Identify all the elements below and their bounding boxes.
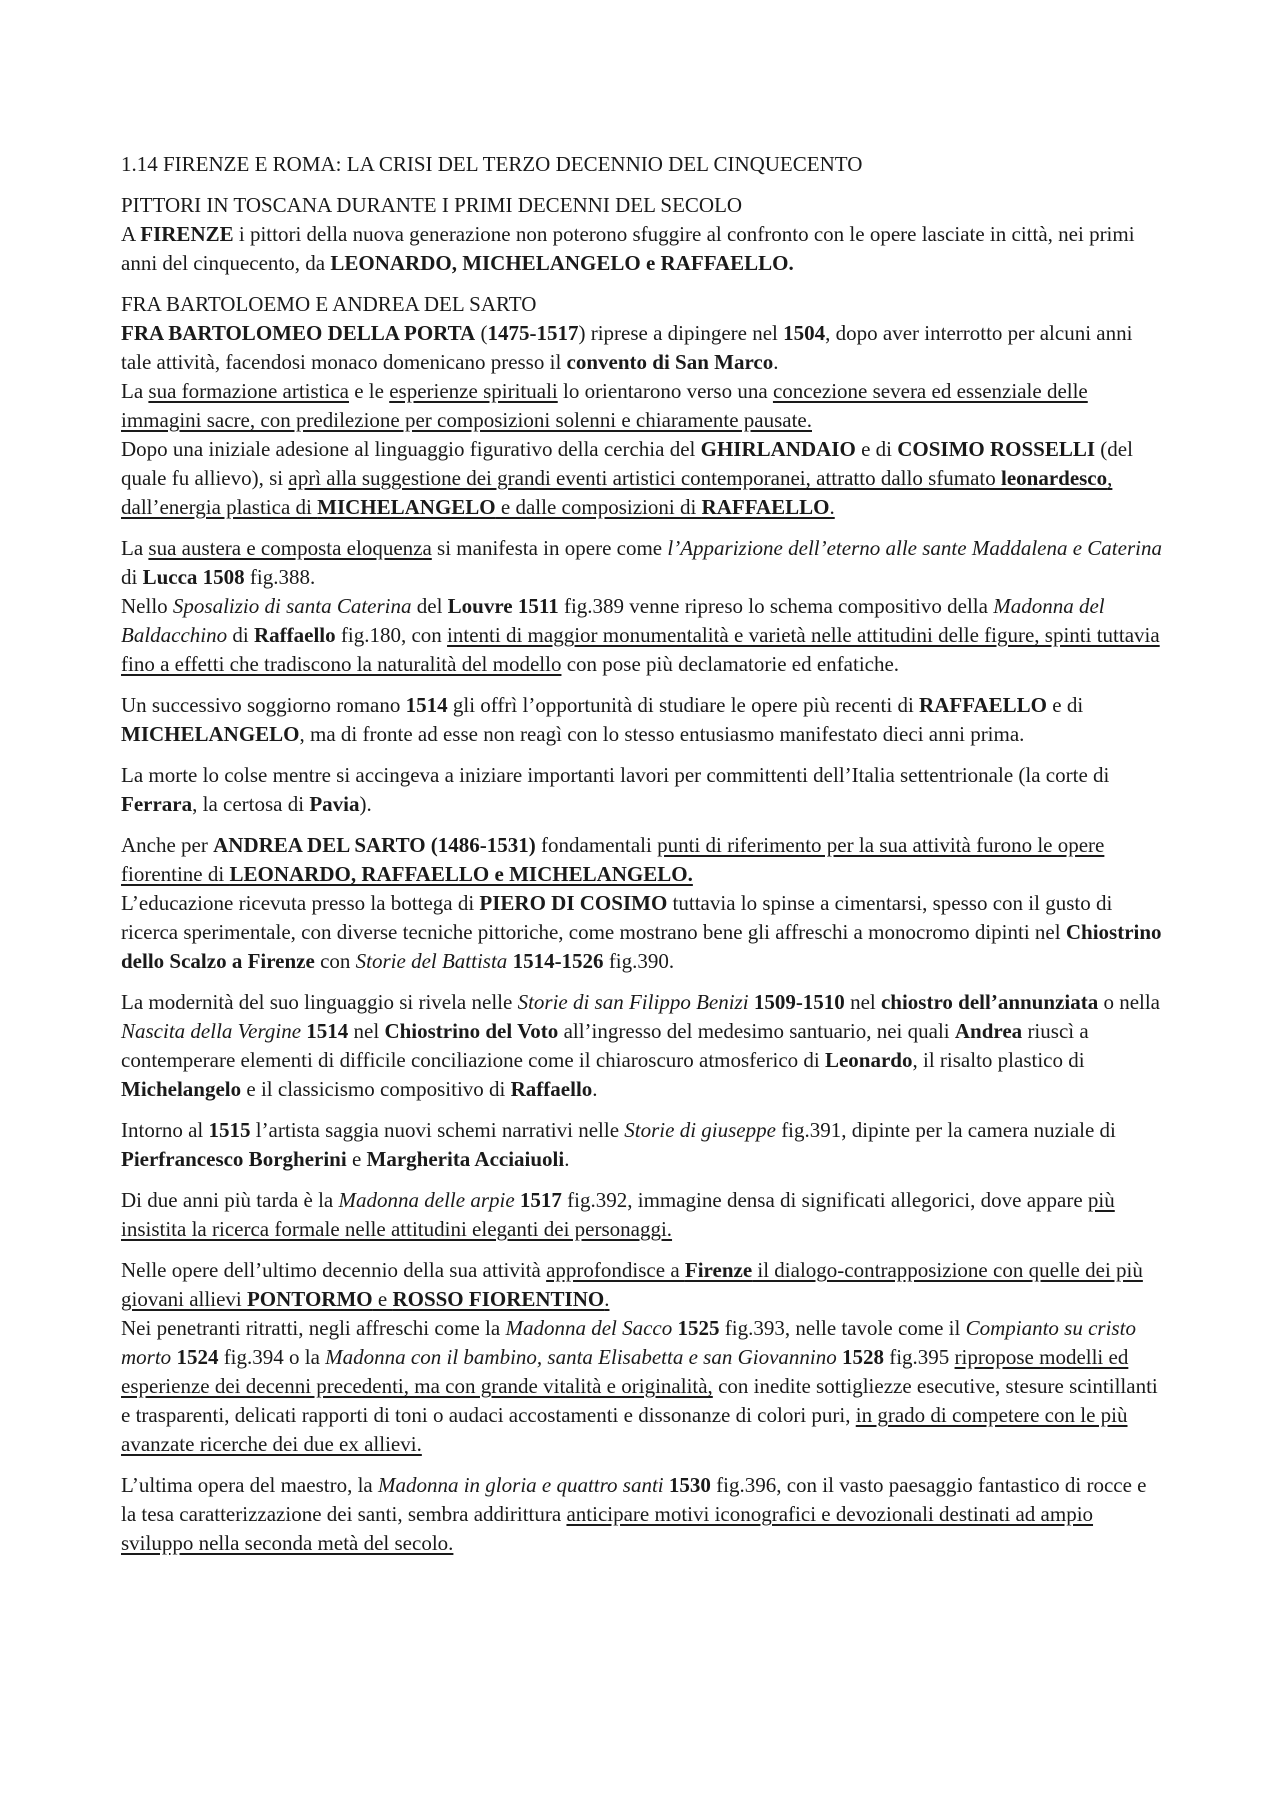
text-run: Un successivo soggiorno romano	[121, 693, 406, 717]
text-run: , dall’energia plastica di	[121, 466, 1113, 519]
text-run: punti di riferimento per la sua attività furono le opere fiorentine di	[121, 833, 1105, 886]
text-run: il dialogo-contrapposizione con quelle dei più giovani allievi	[121, 1258, 1143, 1311]
text-run: con	[314, 949, 356, 973]
text-run: , la certosa di	[192, 792, 310, 816]
text-run: fig.180, con	[335, 623, 448, 647]
text-run: Madonna con il bambino, santa Elisabetta e san Giovannino	[325, 1345, 837, 1369]
text-run: esperienze spirituali	[389, 379, 558, 403]
text-run: e	[372, 1287, 393, 1311]
text-run: 1509-1510	[753, 990, 845, 1014]
text-run: 1.14 FIRENZE E ROMA: LA CRISI DEL TERZO DECENNIO DEL CINQUECENTO	[121, 152, 863, 176]
text-run: Louvre 1511	[447, 594, 559, 618]
text-run: A	[121, 222, 141, 246]
text-run: anticipare motivi iconografici e devozionali destinati ad ampio sviluppo nella seconda metà del secolo.	[121, 1502, 1094, 1555]
text-run: L’educazione ricevuta presso la bottega di	[121, 891, 480, 915]
paragraph	[121, 988, 1166, 1104]
text-run: fig.388.	[244, 565, 316, 589]
text-run: Compianto su cristo morto	[121, 1316, 1136, 1369]
text-run: Storie di san Filippo Benizi	[517, 990, 749, 1014]
text-run: Madonna in gloria e quattro santi	[377, 1473, 664, 1497]
text-run: Nelle opere dell’ultimo decennio della sua attività	[121, 1258, 547, 1282]
text-run: Madonna del Sacco	[505, 1316, 673, 1340]
text-run: ) riprese a dipingere nel	[578, 321, 784, 345]
text-run: Leonardo	[824, 1048, 913, 1072]
paragraph	[121, 592, 1166, 679]
text-run: La morte lo colse mentre si accingeva a iniziare importanti lavori per committenti dell’Italia settentrionale (la corte di	[121, 763, 1110, 787]
text-run: lo orientarono verso una	[557, 379, 773, 403]
text-run: Lucca 1508	[142, 565, 245, 589]
text-run: Di due anni più tarda è la	[121, 1188, 339, 1212]
text-run: L’ultima opera del maestro, la	[121, 1473, 378, 1497]
text-run: Storie di giuseppe	[624, 1118, 776, 1142]
text-run: RAFFAELLO	[919, 693, 1047, 717]
text-run: La modernità del suo linguaggio si rivela nelle	[121, 990, 518, 1014]
text-run: Andrea	[954, 1019, 1023, 1043]
text-run: Dopo una iniziale adesione al linguaggio figurativo della cerchia del	[121, 437, 701, 461]
text-run: Chiostrino del Voto	[384, 1019, 559, 1043]
paragraph	[121, 889, 1166, 976]
text-run: 1517	[519, 1188, 562, 1212]
text-run: 1514	[306, 1019, 349, 1043]
paragraph	[121, 691, 1166, 749]
text-run: concezione severa ed essenziale delle immagini sacre, con predilezione per composizioni solenni e chiaramente pausate.	[121, 379, 1088, 432]
text-run: del	[411, 594, 448, 618]
paragraph	[121, 831, 1166, 889]
text-run: all’ingresso del medesimo santuario, nei quali	[558, 1019, 955, 1043]
text-run: fig.396, con il vasto paesaggio fantastico di rocce e la tesa caratterizzazione dei santi, sembra addirittura	[121, 1473, 1147, 1526]
text-run: .	[773, 350, 779, 374]
section-heading	[121, 191, 1166, 220]
text-run: 1530	[668, 1473, 711, 1497]
text-run: in grado di competere con le più avanzate ricerche dei due ex allievi.	[121, 1403, 1128, 1456]
page-title	[121, 150, 1166, 179]
text-run: ANDREA DEL SARTO (1486-1531)	[213, 833, 536, 857]
text-run: FRA BARTOLOEMO E ANDREA DEL SARTO	[121, 292, 537, 316]
text-run: e di	[855, 437, 898, 461]
text-run: COSIMO ROSSELLI	[897, 437, 1096, 461]
text-run: Ferrara	[121, 792, 193, 816]
text-run: fig.391, dipinte per la camera nuziale di	[775, 1118, 1116, 1142]
text-run: leonardesco	[1000, 466, 1108, 490]
text-run: fig.395	[883, 1345, 955, 1369]
text-run: Pierfrancesco Borgherini	[121, 1147, 347, 1171]
text-run: (del quale fu allievo), si	[121, 437, 1133, 490]
text-run: Madonna del Baldacchino	[121, 594, 1105, 647]
paragraph	[121, 1471, 1166, 1558]
text-run: fig.393, nelle tavole come il	[719, 1316, 966, 1340]
text-run: La	[121, 379, 149, 403]
text-run: PIERO DI COSIMO	[479, 891, 668, 915]
text-run: .	[829, 495, 835, 519]
text-run: Raffaello	[253, 623, 336, 647]
text-run: approfondisce a	[546, 1258, 685, 1282]
section-heading	[121, 290, 1166, 319]
text-run: e di	[1047, 693, 1084, 717]
text-run: di	[227, 623, 254, 647]
text-run: MICHELANGELO	[121, 722, 300, 746]
text-run: Anche per	[121, 833, 214, 857]
text-run: Intorno al	[121, 1118, 209, 1142]
text-run: gli offrì l’opportunità di studiare le opere più recenti di	[447, 693, 920, 717]
text-run: nel	[844, 990, 881, 1014]
text-run: tuttavia lo spinse a cimentarsi, spesso con il gusto di ricerca sperimentale, con diverse tecniche pittoriche, come mostrano bene gli affreschi a monocromo dipinti nel	[121, 891, 1113, 944]
text-run: fig.389 venne ripreso lo schema compositivo della	[558, 594, 994, 618]
text-run: Nello	[121, 594, 173, 618]
text-run: riuscì a contemperare elementi di difficile conciliazione come il chiaroscuro atmosferico di	[121, 1019, 1089, 1072]
text-run: Michelangelo	[121, 1077, 242, 1101]
text-run: o nella	[1098, 990, 1160, 1014]
text-run: 1514-1526	[512, 949, 604, 973]
text-run: .	[604, 1287, 610, 1311]
text-run: 1515	[208, 1118, 251, 1142]
text-run: 1525	[677, 1316, 720, 1340]
text-run: 1528	[841, 1345, 884, 1369]
text-run: fig.392, immagine densa di significati allegorici, dove appare	[561, 1188, 1088, 1212]
text-run: Firenze	[684, 1258, 753, 1282]
text-run: nel	[348, 1019, 385, 1043]
text-run: l’artista saggia nuovi schemi narrativi nelle	[250, 1118, 625, 1142]
text-run: più insistita la ricerca formale nelle attitudini eleganti dei personaggi.	[121, 1188, 1115, 1241]
text-run: fig.390.	[603, 949, 675, 973]
text-run: con pose più declamatorie ed enfatiche.	[561, 652, 900, 676]
text-run: (	[475, 321, 488, 345]
text-run: e il classicismo compositivo di	[241, 1077, 511, 1101]
text-run: di	[121, 565, 143, 589]
text-run: 1524	[176, 1345, 219, 1369]
paragraph	[121, 220, 1166, 278]
text-run: e	[346, 1147, 367, 1171]
paragraph	[121, 435, 1166, 522]
text-run: aprì alla suggestione dei grandi eventi artistici contemporanei, attratto dallo sfumato	[288, 466, 1001, 490]
text-run: , dopo aver interrotto per alcuni anni tale attività, facendosi monaco domenicano presso il	[121, 321, 1133, 374]
text-run: PITTORI IN TOSCANA DURANTE I PRIMI DECENNI DEL SECOLO	[121, 193, 743, 217]
text-run: Raffaello	[510, 1077, 593, 1101]
paragraph	[121, 534, 1166, 592]
text-run: Storie del Battista	[355, 949, 508, 973]
text-run: 1514	[405, 693, 448, 717]
text-run: Chiostrino dello Scalzo a Firenze	[121, 920, 1162, 973]
paragraph	[121, 1186, 1166, 1244]
text-run: e dalle composizioni di	[495, 495, 702, 519]
text-run: l’Apparizione dell’eterno alle sante Maddalena e Caterina	[667, 536, 1162, 560]
text-run: 1475-1517	[487, 321, 579, 345]
text-run: LEONARDO, RAFFAELLO e MICHELANGELO.	[229, 862, 693, 886]
paragraph	[121, 1256, 1166, 1314]
text-run: Madonna delle arpie	[338, 1188, 515, 1212]
text-run: GHIRLANDAIO	[700, 437, 856, 461]
text-run: Nei penetranti ritratti, negli affreschi come la	[121, 1316, 506, 1340]
text-run: ROSSO FIORENTINO	[392, 1287, 605, 1311]
paragraph	[121, 1314, 1166, 1459]
text-run: .	[564, 1147, 570, 1171]
paragraph	[121, 1116, 1166, 1174]
text-run: fig.394 o la	[218, 1345, 326, 1369]
text-run: LEONARDO, MICHELANGELO e RAFFAELLO.	[330, 251, 794, 275]
document-body	[121, 150, 1166, 1558]
text-run: intenti di maggior monumentalità e varietà nelle attitudini delle figure, spinti tuttavia fino a effetti che tradiscono la naturalità del modello	[121, 623, 1160, 676]
text-run: chiostro dell’annunziata	[880, 990, 1099, 1014]
text-run: RAFFAELLO	[701, 495, 830, 519]
text-run: .	[592, 1077, 598, 1101]
text-run: PONTORMO	[246, 1287, 373, 1311]
text-run: MICHELANGELO	[317, 495, 496, 519]
text-run: si manifesta in opere come	[431, 536, 668, 560]
text-run: sua formazione artistica	[148, 379, 349, 403]
text-run: , il risalto plastico di	[912, 1048, 1085, 1072]
text-run: FRA BARTOLOMEO DELLA PORTA	[121, 321, 476, 345]
text-run: fondamentali	[535, 833, 658, 857]
text-run: sua austera e composta eloquenza	[148, 536, 432, 560]
text-run: Nascita della Vergine	[121, 1019, 302, 1043]
text-run: Sposalizio di santa Caterina	[172, 594, 412, 618]
text-run: e le	[348, 379, 390, 403]
paragraph	[121, 761, 1166, 819]
text-run: Pavia	[309, 792, 360, 816]
text-run: i pittori della nuova generazione non poterono sfuggire al confronto con le opere lasciate in città, nei primi anni del cinquecento, da	[121, 222, 1135, 275]
paragraph	[121, 377, 1166, 435]
text-run: ripropose modelli ed esperienze dei decenni precedenti, ma con grande vitalità e originalità,	[121, 1345, 1129, 1398]
text-run: 1504	[783, 321, 826, 345]
text-run: ).	[359, 792, 372, 816]
text-run: FIRENZE	[140, 222, 234, 246]
text-run: , ma di fronte ad esse non reagì con lo stesso entusiasmo manifestato dieci anni prima.	[299, 722, 1025, 746]
paragraph	[121, 319, 1166, 377]
text-run: Margherita Acciaiuoli	[366, 1147, 565, 1171]
text-run: La	[121, 536, 149, 560]
text-run: con inedite sottigliezze esecutive, stesure scintillanti e trasparenti, delicati rapporti di toni o audaci accostamenti e dissonanze di colori puri,	[121, 1374, 1158, 1427]
text-run: convento di San Marco	[566, 350, 774, 374]
